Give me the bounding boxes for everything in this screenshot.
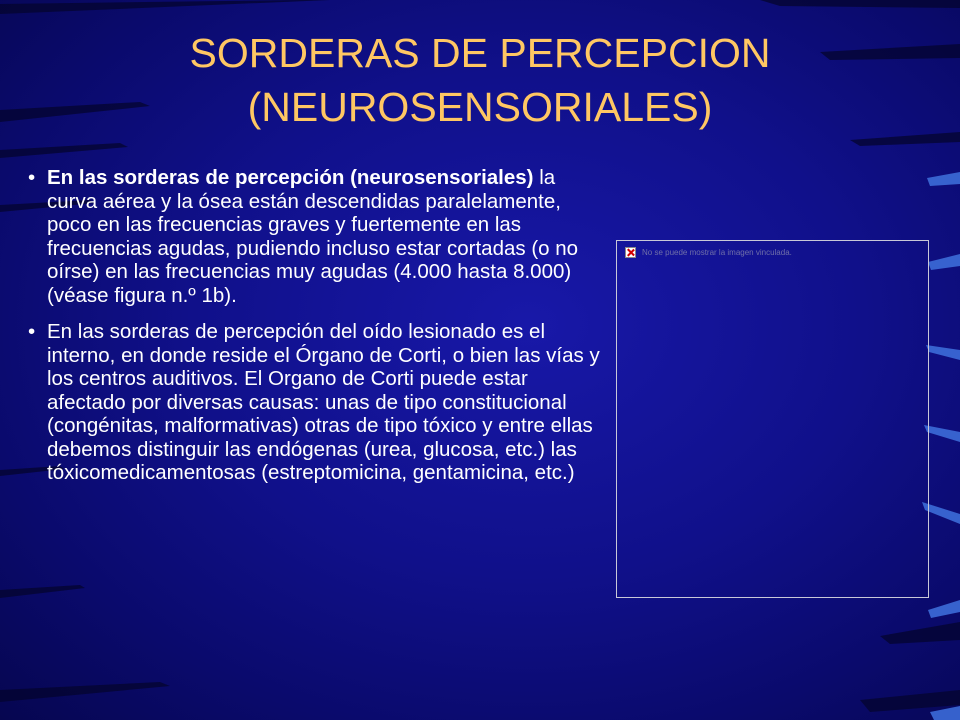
title-line-2: (NEUROSENSORIALES) (247, 84, 713, 130)
streak (0, 682, 170, 702)
bullet-plain-text: En las sorderas de percepción del oído lesionado es el interno, en donde reside el Órgano de Corti, o bien las vías y los centros auditivos. El Organo de Corti puede estar afectado por diversas causas: unas de tipo constitucional (congénitas, malformativas) otras de tipo tóxico y entre ellas debemos distinguir las endógenas (urea, glucosa, etc.) las tóxicomedicamentosas (estreptomicina, gentamicina, etc.) (47, 320, 600, 484)
bullet-marker: • (28, 166, 36, 189)
streak-highlight (926, 345, 960, 360)
broken-image-icon (625, 247, 636, 258)
streak (0, 585, 85, 598)
bullet-marker: • (28, 320, 36, 343)
bullet-text (47, 166, 578, 307)
streak-highlight (924, 425, 960, 442)
bullet-item-1 (28, 166, 608, 307)
slide-title (0, 26, 960, 134)
streak (760, 0, 960, 8)
bullet-text (47, 320, 600, 484)
streak-highlight (930, 706, 960, 720)
streak (850, 132, 960, 146)
streak (0, 143, 128, 158)
streak (0, 0, 330, 14)
streak-highlight (928, 254, 960, 270)
streak-highlight (928, 600, 960, 618)
bullet-list (28, 166, 608, 498)
bullet-bold-text: En las sorderas de percepción (neurosensoriales) (47, 166, 534, 189)
bullet-plain-text: la curva aérea y la ósea están descendidas paralelamente, poco en las frecuencias graves y fuertemente en las frecuencias agudas, pudiendo incluso estar cortadas (o no oírse) en las frecuencias muy agudas (4.000 hasta 8.000) (véase figura n.º 1b). (47, 166, 579, 307)
title-line-1: SORDERAS DE PERCEPCION (189, 30, 771, 76)
bullet-item-2 (28, 320, 608, 485)
streak (860, 690, 960, 712)
streak (880, 622, 960, 644)
streak-highlight (927, 172, 960, 186)
image-placeholder (616, 240, 929, 598)
image-alt-text: No se puede mostrar la imagen vinculada. (642, 248, 792, 257)
